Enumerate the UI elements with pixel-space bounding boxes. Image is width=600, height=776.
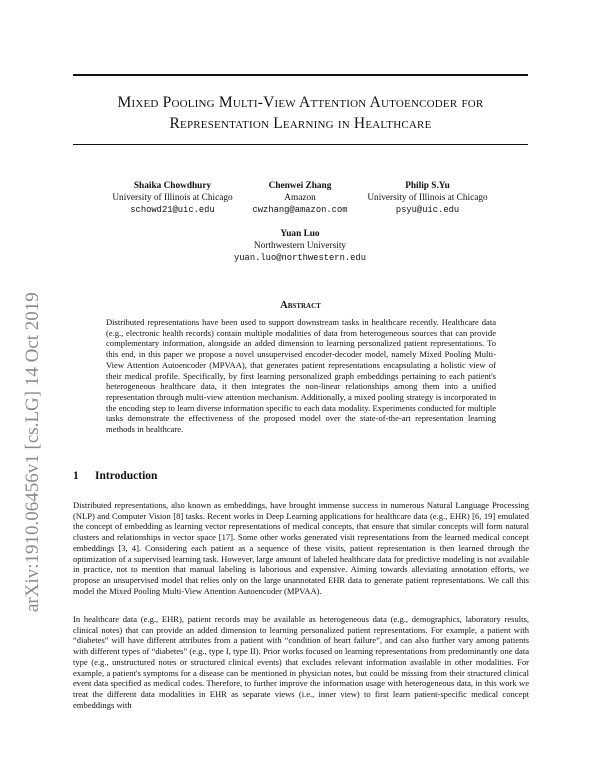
author-affiliation: Amazon: [284, 192, 316, 203]
author-name: Shaika Chowdhury: [133, 181, 212, 191]
author-name: Philip S.Yu: [405, 181, 450, 191]
body-paragraph: Distributed representations, also known as embeddings, have brought immense success in numerous Natural Language Processing (NLP) and Computer Vision [8] tasks. Recent works in Deep Learning applications for healthcare data (e.g., EHR) [6, 19] emulated the concept of embedding as learning vector representations of medical concepts, that ensure that similar concepts will form natural clusters and relationships in vector space [17]. Some other works generated visit representations from the learned medical concept embeddings [3, 4]. Considering each patient as a sequence of these visits, patient representation is then learned through the optimization of a supervised learning task. However, large amount of labeled healthcare data for predictive modeling is not available in practice, not to mention that manual labeling is laborious and expensive. Aiming towards alleviating annotation efforts, we propose an unsupervised model that relies only on the large unannotated EHR data to generate patient representations. We call this model the Mixed Pooling Multi-View Attention Autoencoder (MPVAA).: [73, 500, 529, 596]
title-top-rule: [73, 74, 528, 76]
author-name: Chenwei Zhang: [268, 181, 332, 191]
abstract-text: Distributed representations have been used to support downstream tasks in healthcare recently. Healthcare data (e.g., electronic health records) contain multiple modalities of data from heterogeneous sources that can provide complementary information, alongside an added dimension to learning personalized patient representations. To this end, in this paper we propose a novel unsupervised encoder-decoder model, namely Mixed Pooling Multi-View Attention Autoencoder (MPVAA), that generates patient representations encapsulating a holistic view of their medical profile. Specifically, by first learning personalized graph embeddings pertaining to each patient's heterogeneous healthcare data, it then integrates the non-linear relationships among them into a unified representation through multi-view attention mechanism. Additionally, a mixed pooling strategy is incorporated in the encoding step to learn diverse information specific to each data modality. Experiments conducted for multiple tasks demonstrate the effectiveness of the proposed model over the state-of-the-art representation learning methods in healthcare.: [106, 317, 496, 435]
author-name: Yuan Luo: [280, 229, 320, 239]
author-block: [215, 229, 385, 264]
paper-title-line-2: Representation Learning in Healthcare: [169, 115, 432, 132]
title-bottom-rule: [73, 144, 528, 145]
author-email: cwzhang@amazon.com: [252, 204, 348, 215]
paper-title: [73, 92, 528, 134]
author-affiliation: Northwestern University: [253, 240, 347, 251]
section-title: Introduction: [95, 470, 158, 482]
author-block: [345, 181, 510, 216]
section-number: 1: [73, 470, 79, 482]
author-affiliation: University of Illinois at Chicago: [367, 192, 488, 203]
body-paragraph: In healthcare data (e.g., EHR), patient records may be available as heterogeneous data (e.g., demographics, laboratory results, clinical notes) that can provide an added dimension to learning personalized patient representations. For example, a patient with “diabetes” will have different attributes from a patient with “condition of heart failure”, and can also further vary among patients with different types of “diabetes” (e.g., type I, type II). Prior works focused on learning representations from predominantly one data type (e.g., unstructured notes or structured clinical events) that excludes relevant information available in other modalities. For example, a patient's symptoms for a disease can be mentioned in physician notes, but could be missing from their structured clinical event data specified as medical codes. Therefore, to further improve the information usage with heterogeneous data, in this work we treat the different data modalities in EHR as separate views (i.e., inner view) to first learn patient-specific medical concept embeddings with: [73, 614, 529, 710]
author-email: psyu@uic.edu: [395, 204, 460, 215]
paper-title-line-1: Mixed Pooling Multi-View Attention Autoencoder for: [117, 94, 484, 111]
author-email: yuan.luo@northwestern.edu: [234, 252, 366, 263]
arxiv-identifier: arXiv:1910.06456v1 [cs.LG] 14 Oct 2019: [22, 292, 43, 612]
author-affiliation: University of Illinois at Chicago: [112, 192, 233, 203]
author-email: schowd21@uic.edu: [130, 204, 215, 215]
abstract-heading: Abstract: [280, 300, 321, 311]
section-heading: [73, 470, 157, 482]
